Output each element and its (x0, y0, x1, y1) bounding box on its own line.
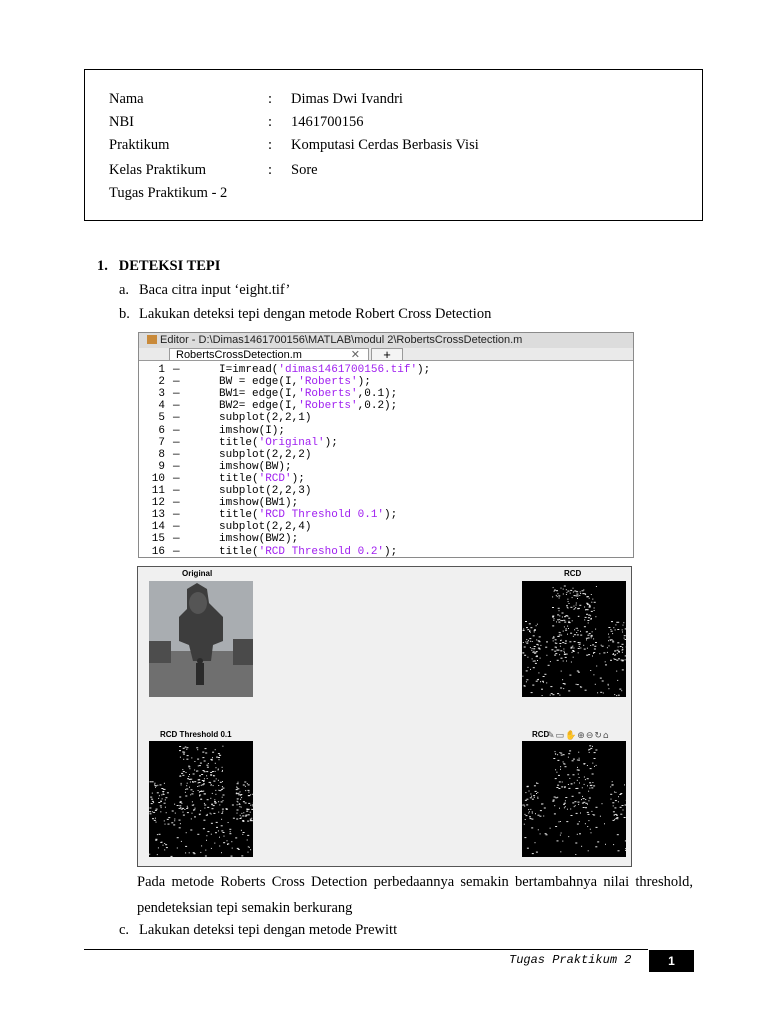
line-number: 6 (158, 424, 165, 437)
line-number: 5 (158, 412, 165, 425)
line-number: 15 (151, 533, 165, 546)
editor-tab-label: RobertsCrossDetection.m (176, 349, 302, 361)
info-label: Tugas Praktikum - 2 (109, 185, 228, 201)
info-label: Kelas Praktikum (109, 162, 207, 178)
breakpoint-dash: — (173, 448, 180, 461)
code-line (139, 437, 633, 449)
subplot-title-original: Original (182, 569, 213, 578)
line-number: 13 (151, 509, 165, 522)
code-line (139, 388, 633, 400)
breakpoint-dash: — (173, 364, 180, 376)
editor-tab (169, 348, 369, 360)
list-text: Baca citra input ‘eight.tif’ (139, 282, 291, 298)
info-label: Nama (109, 91, 144, 107)
close-icon: ✕ (350, 349, 360, 361)
info-colon: : (268, 114, 273, 130)
code-text: subplot(2,2,4) (219, 521, 312, 534)
code-text: subplot(2,2,3) (219, 485, 312, 497)
breakpoint-dash: — (173, 400, 180, 413)
code-text: title('RCD Threshold 0.2'); (219, 545, 398, 558)
list-marker: c. (119, 922, 130, 938)
code-text: title('Original'); (219, 436, 338, 449)
code-line (139, 461, 633, 473)
list-item-a (119, 282, 290, 299)
zoom-out-icon: ⊖ (585, 731, 595, 741)
code-line (139, 412, 633, 424)
datatip-icon: ▭ (555, 731, 566, 741)
student-info-box (84, 69, 703, 221)
section-title: DETEKSI TEPI (118, 258, 221, 274)
brush-icon: ✎ (547, 731, 556, 741)
code-text: I=imread('dimas1461700156.tif'); (219, 364, 431, 376)
list-marker: b. (119, 306, 130, 322)
page-number: 1 (649, 950, 694, 972)
zoom-in-icon: ⊕ (577, 731, 586, 741)
code-line (139, 485, 633, 497)
new-tab-icon: + (371, 348, 403, 360)
code-text: subplot(2,2,2) (219, 448, 312, 461)
info-value: Komputasi Cerdas Berbasis Visi (291, 137, 479, 153)
info-value: Sore (291, 162, 318, 178)
line-number: 7 (158, 436, 165, 449)
line-number: 9 (158, 460, 165, 473)
breakpoint-dash: — (173, 509, 180, 522)
code-line (139, 400, 633, 412)
breakpoint-dash: — (173, 545, 180, 558)
info-value: Dimas Dwi Ivandri (291, 91, 403, 107)
code-text: subplot(2,2,1) (219, 412, 312, 425)
info-value: 1461700156 (291, 114, 364, 130)
breakpoint-dash: — (173, 376, 180, 389)
breakpoint-dash: — (173, 424, 180, 437)
list-item-c (119, 922, 397, 939)
line-number: 11 (151, 485, 165, 497)
rcd-edge-image (522, 581, 626, 697)
info-label: NBI (109, 114, 134, 130)
line-number: 4 (158, 400, 165, 413)
info-colon: : (268, 162, 273, 178)
code-line (139, 376, 633, 388)
code-line (139, 425, 633, 437)
list-item-b (119, 306, 491, 323)
code-text: BW1= edge(I,'Roberts',0.1); (219, 388, 398, 401)
info-colon: : (268, 91, 273, 107)
code-text: BW = edge(I,'Roberts'); (219, 376, 371, 389)
explanation-paragraph: Pada metode Roberts Cross Detection perbedaannya semakin bertambahnya nilai threshold, pendeteksian tepi semakin berkurang (137, 874, 693, 916)
subplot-title-rcd-threshold-02: RCD (532, 730, 550, 739)
rotate-icon: ↻ (594, 731, 603, 741)
code-text: title('RCD Threshold 0.1'); (219, 509, 398, 522)
code-line (139, 473, 633, 485)
breakpoint-dash: — (173, 485, 180, 497)
rcd-threshold-02-edge-image (522, 741, 626, 857)
code-text: title('RCD'); (219, 472, 305, 485)
subplot-title-rcd: RCD (564, 569, 582, 578)
info-label: Praktikum (109, 137, 170, 153)
matlab-figure-screenshot (137, 566, 632, 867)
breakpoint-dash: — (173, 460, 180, 473)
line-number: 10 (151, 472, 165, 485)
code-text: imshow(I); (219, 424, 286, 437)
original-image (149, 581, 253, 697)
pan-icon: ✋ (565, 731, 578, 741)
breakpoint-dash: — (173, 472, 180, 485)
code-text: imshow(BW1); (219, 497, 299, 510)
list-text: Lakukan deteksi tepi dengan metode Prewitt (139, 922, 398, 938)
code-line (139, 509, 633, 521)
line-number: 12 (151, 497, 165, 510)
code-line (139, 521, 633, 533)
editor-tabbar (139, 348, 633, 361)
line-number: 3 (158, 388, 165, 401)
rcd-threshold-01-edge-image (149, 741, 253, 857)
code-line (139, 449, 633, 461)
breakpoint-dash: — (173, 388, 180, 401)
editor-title: Editor - D:\Dimas1461700156\MATLAB\modul 2\RobertsCrossDetection.m (160, 334, 523, 346)
breakpoint-dash: — (173, 533, 180, 546)
breakpoint-dash: — (173, 497, 180, 510)
breakpoint-dash: — (173, 412, 180, 425)
line-number: 8 (158, 448, 165, 461)
line-number: 14 (151, 521, 165, 534)
info-colon: : (268, 137, 273, 153)
footer-divider (84, 949, 648, 950)
breakpoint-dash: — (173, 436, 180, 449)
code-text: imshow(BW2); (219, 533, 299, 546)
line-number: 1 (158, 364, 165, 376)
code-text: imshow(BW); (219, 460, 292, 473)
line-number: 16 (151, 545, 165, 558)
code-line (139, 364, 633, 376)
footer-text: Tugas Praktikum 2 (509, 953, 632, 967)
code-line (139, 546, 633, 558)
editor-icon (147, 335, 157, 344)
code-text: BW2= edge(I,'Roberts',0.2); (219, 400, 398, 413)
list-marker: a. (119, 282, 130, 298)
home-icon: ⌂ (602, 731, 610, 741)
code-line (139, 497, 633, 509)
figure-toolbar (547, 731, 610, 741)
section-number: 1. (97, 258, 108, 274)
subplot-title-rcd-threshold-01: RCD Threshold 0.1 (160, 730, 232, 739)
section-heading (97, 258, 220, 275)
line-number: 2 (158, 376, 165, 389)
code-line (139, 533, 633, 545)
list-text: Lakukan deteksi tepi dengan metode Robert Cross Detection (139, 306, 492, 322)
editor-titlebar (139, 333, 633, 348)
matlab-editor-screenshot (138, 332, 634, 558)
breakpoint-dash: — (173, 521, 180, 534)
